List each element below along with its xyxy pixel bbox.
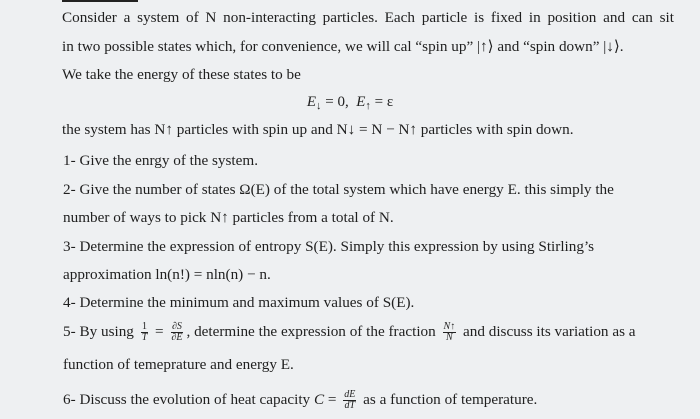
question-6: 6- Discuss the evolution of heat capacity C = $\frac{dE}{dT}$ as a function of temperature. [63,389,538,412]
question-4: 4- Determine the minimum and maximum values of S(E). [63,294,415,311]
spin-up-fraction: $\frac{N↑}{N}$ [443,321,456,344]
question-3-line-2: approximation ln(n!) = nln(n) − n. [63,266,271,283]
intro-line-3: We take the energy of these states to be [62,66,301,83]
particle-count-line: the system has N↑ particles with spin up and N↓ = N − N↑ particles with spin down. [62,121,574,138]
energy-equation: $E_↓ = 0$, $E_↑ = \varepsilon$ [306,94,394,112]
question-5-line-1: 5- By using $\frac{1}{T}$ = $\frac{\partial S}{\partial E}$ , determine the expression of the fraction $\frac{N↑}{N}$ and discuss its variation as a [63,321,636,344]
question-2-line-1: 2- Give the number of states Ω(E) of the total system which have energy E. this simply the [63,181,614,198]
question-1: 1- Give the enrgy of the system. [63,152,259,169]
question-5-line-2: function of temeprature and energy E. [63,356,294,373]
intro-line-1-text: Consider a system of N non-interacting particles. Each particle is fixed in position and can sit [62,9,674,26]
intro-line-2: in two possible states which, for convenience, we will cal “spin up” |↑⟩ and “spin down” |↓⟩. [62,38,624,55]
intro-line-1 [62,8,674,27]
heat-capacity-fraction: $\frac{dE}{dT}$ [344,389,356,412]
question-2-line-2: number of ways to pick N↑ particles from a total of N. [63,209,394,226]
entropy-derivative-fraction: $\frac{\partial S}{\partial E}$ [171,321,183,344]
inverse-temperature-fraction: $\frac{1}{T}$ [141,321,148,344]
question-3-line-1: 3- Determine the expression of entropy S(E). Simply this expression by using Stirling’s [63,238,595,255]
